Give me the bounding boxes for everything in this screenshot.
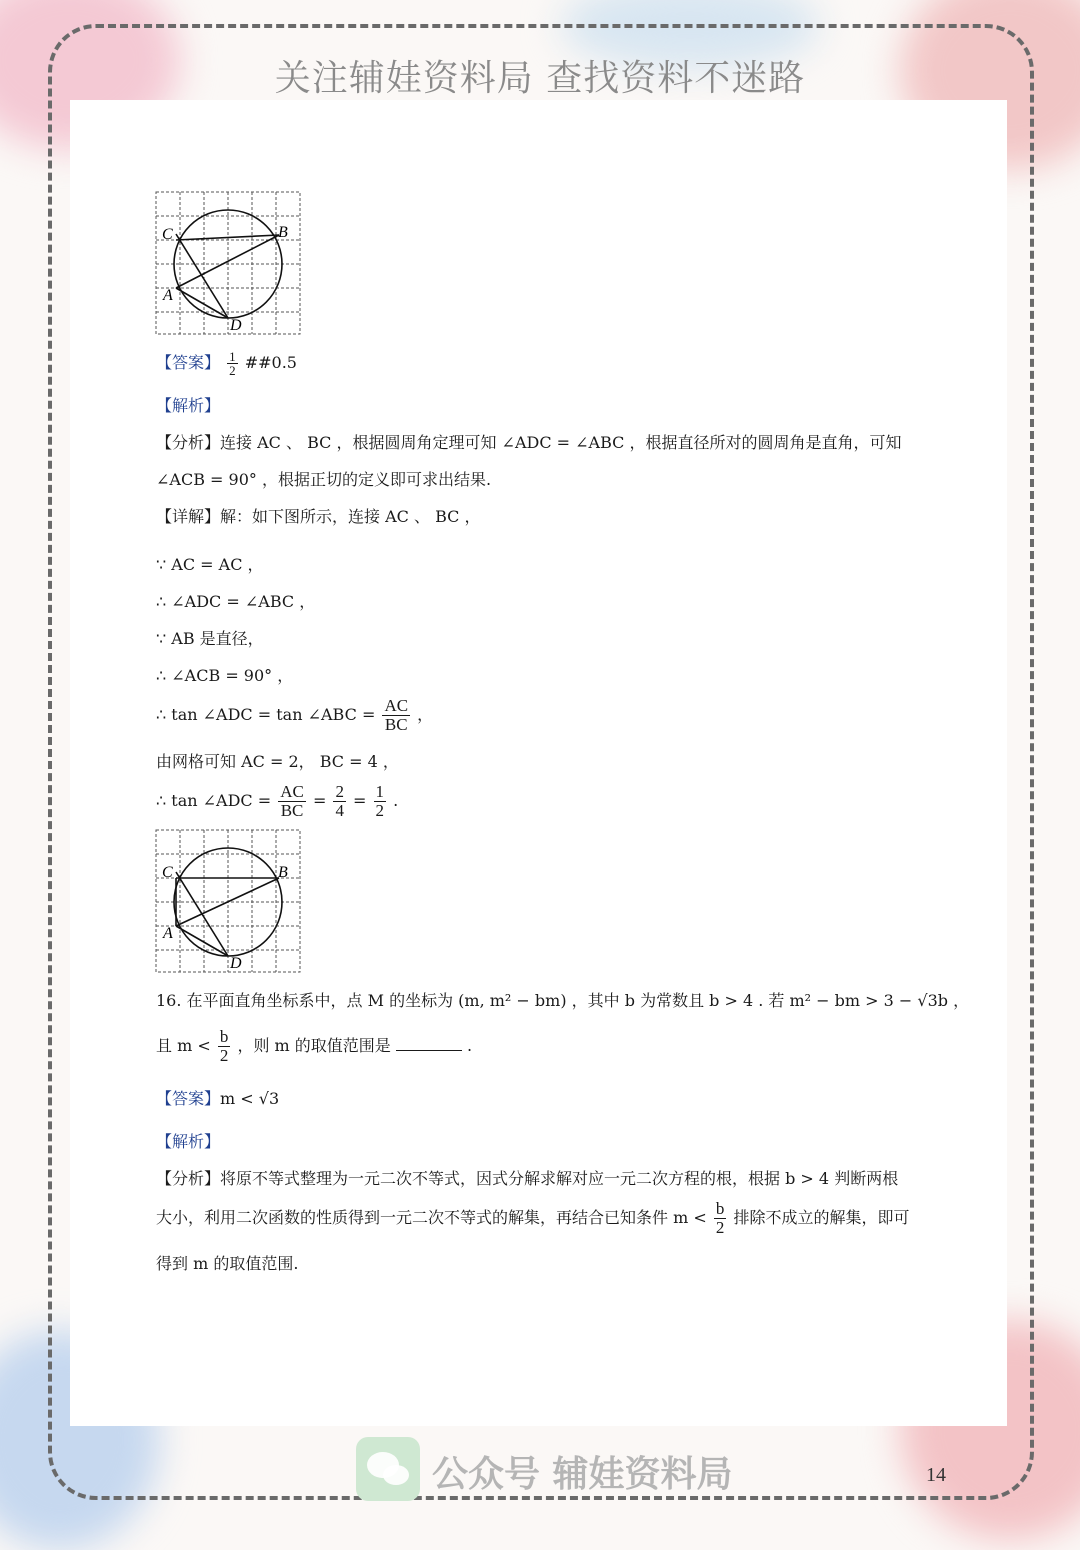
analysis-tag-2: 【解析】 xyxy=(156,1132,221,1151)
answer-blank xyxy=(396,1034,462,1051)
question-16-line-1: 16. 在平面直角坐标系中，点 M 的坐标为 (m, m² − bm) ，其中 b 为常数且 b > 4 . 若 m² − bm > 3 − √3b ， xyxy=(156,991,970,1010)
circle-grid-figure-2 xyxy=(154,828,304,974)
detail-step-7: ∴ tan ∠ADC = $\frac{AC}{BC}$ = $\frac{2}{4}$ = $\frac{1}{2}$ . xyxy=(156,782,399,820)
detail-step-2: ∴ ∠ADC = ∠ABC ， xyxy=(156,592,316,611)
answer-rest: ##0.5 xyxy=(244,353,297,372)
fraction-ac-bc: $\frac{AC}{BC}$ xyxy=(384,696,409,734)
detail-step-5: ∴ tan ∠ADC = tan ∠ABC = $\frac{AC}{BC}$ ， xyxy=(156,696,434,734)
question-16-line-2: 且 m < $\frac{b}{2}$ ，则 m 的取值范围是 . xyxy=(156,1027,473,1065)
analysis-1-line-2: ∠ACB = 90° ，根据正切的定义即可求出结果. xyxy=(156,470,492,489)
label-b: B xyxy=(278,224,288,241)
analysis-tag-1: 【解析】 xyxy=(156,396,221,415)
label-d: D xyxy=(230,317,242,334)
answer-1 xyxy=(156,350,297,377)
label-a: A xyxy=(163,287,173,304)
detail-1-intro: 【详解】解：如下图所示，连接 AC 、 BC ， xyxy=(156,507,481,526)
label-b-2: B xyxy=(278,864,288,881)
analysis-2-line-3: 得到 m 的取值范围. xyxy=(156,1254,299,1273)
page-number: 14 xyxy=(926,1464,946,1486)
analysis-2-line-2: 大小，利用二次函数的性质得到一元二次不等式的解集，再结合已知条件 m < $\frac{b}{2}$ 排除不成立的解集，即可 xyxy=(156,1199,910,1237)
detail-step-3: ∵ AB 是直径， xyxy=(156,629,264,648)
circle-grid-figure-1 xyxy=(154,190,304,336)
detail-step-4: ∴ ∠ACB = 90° ， xyxy=(156,666,294,685)
analysis-1-line-1: 【分析】连接 AC 、 BC ，根据圆周角定理可知 ∠ADC = ∠ABC ，根据直径所对的圆周角是直角，可知 xyxy=(156,433,902,452)
answer-2: 【答案】m < √3 xyxy=(156,1089,280,1108)
header-title: 关注辅娃资料局 查找资料不迷路 xyxy=(274,58,806,99)
label-c: C xyxy=(162,226,173,243)
label-a-2: A xyxy=(163,925,173,942)
answer-tag: 【答案】 xyxy=(156,353,221,372)
answer-fraction: $\frac{1}{2}$ xyxy=(229,349,236,378)
detail-step-6: 由网格可知 AC = 2， BC = 4 ， xyxy=(156,752,399,771)
footer-brand: 公众号 辅娃资料局 xyxy=(432,1454,733,1495)
analysis-2-line-1: 【分析】将原不等式整理为一元二次不等式，因式分解求解对应一元二次方程的根，根据 b > 4 判断两根 xyxy=(156,1169,899,1188)
label-d-2: D xyxy=(230,955,242,972)
detail-step-1: ∵ AC = AC ， xyxy=(156,555,264,574)
label-c-2: C xyxy=(162,864,173,881)
wechat-logo-icon xyxy=(356,1437,420,1501)
